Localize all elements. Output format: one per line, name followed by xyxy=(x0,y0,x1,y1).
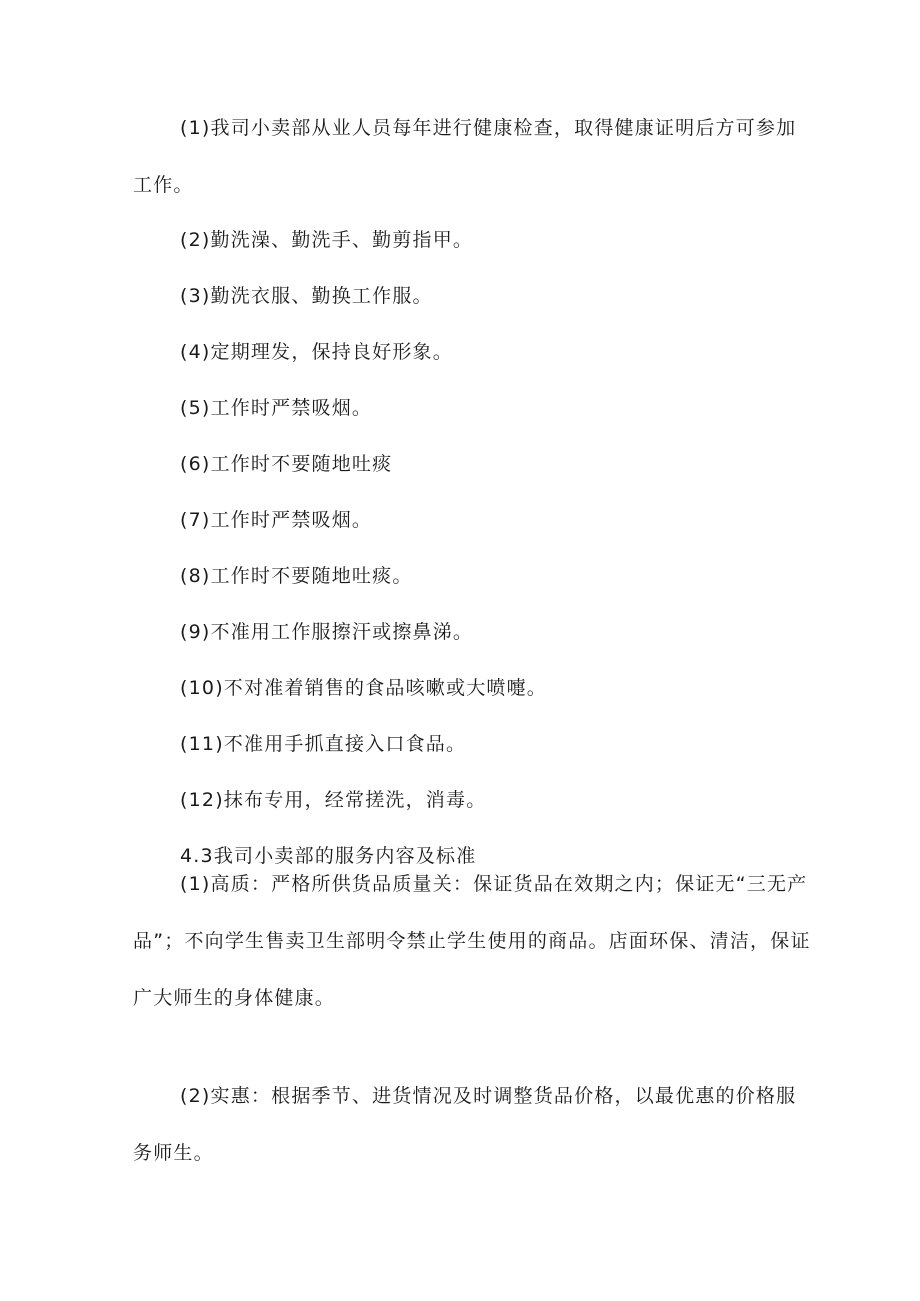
paragraph-8: (8)工作时不要随地吐痰。 xyxy=(180,565,413,587)
paragraph-1: (1)我司小卖部从业人员每年进行健康检查，取得健康证明后方可参加工作。 xyxy=(133,117,797,196)
section-heading: 4.3我司小卖部的服务内容及标准 xyxy=(180,845,477,867)
paragraph-12: (12)抹布专用，经常搓洗，消毒。 xyxy=(180,789,487,811)
paragraph-4: (4)定期理发，保持良好形象。 xyxy=(180,341,453,363)
paragraph-2: (2)勤洗澡、勤洗手、勤剪指甲。 xyxy=(180,229,474,251)
paragraph-affordable: (2)实惠：根据季节、进货情况及时调整货品价格，以最优惠的价格服务师生。 xyxy=(133,1085,797,1164)
paragraph-9: (9)不准用工作服擦汗或擦鼻涕。 xyxy=(180,621,474,643)
paragraph-10: (10)不对准着销售的食品咳嗽或大喷嚏。 xyxy=(180,677,548,699)
paragraph-6: (6)工作时不要随地吐痰 xyxy=(180,453,393,475)
paragraph-3: (3)勤洗衣服、勤换工作服。 xyxy=(180,285,433,307)
paragraph-quality: (1)高质：严格所供货品质量关：保证货品在效期之内；保证无“三无产品”；不向学生售卖卫生部明令禁止学生使用的商品。店面环保、清洁，保证广大师生的身体健康。 xyxy=(133,873,811,1009)
paragraph-5: (5)工作时严禁吸烟。 xyxy=(180,397,373,419)
paragraph-7: (7)工作时严禁吸烟。 xyxy=(180,509,373,531)
paragraph-11: (11)不准用手抓直接入口食品。 xyxy=(180,733,467,755)
